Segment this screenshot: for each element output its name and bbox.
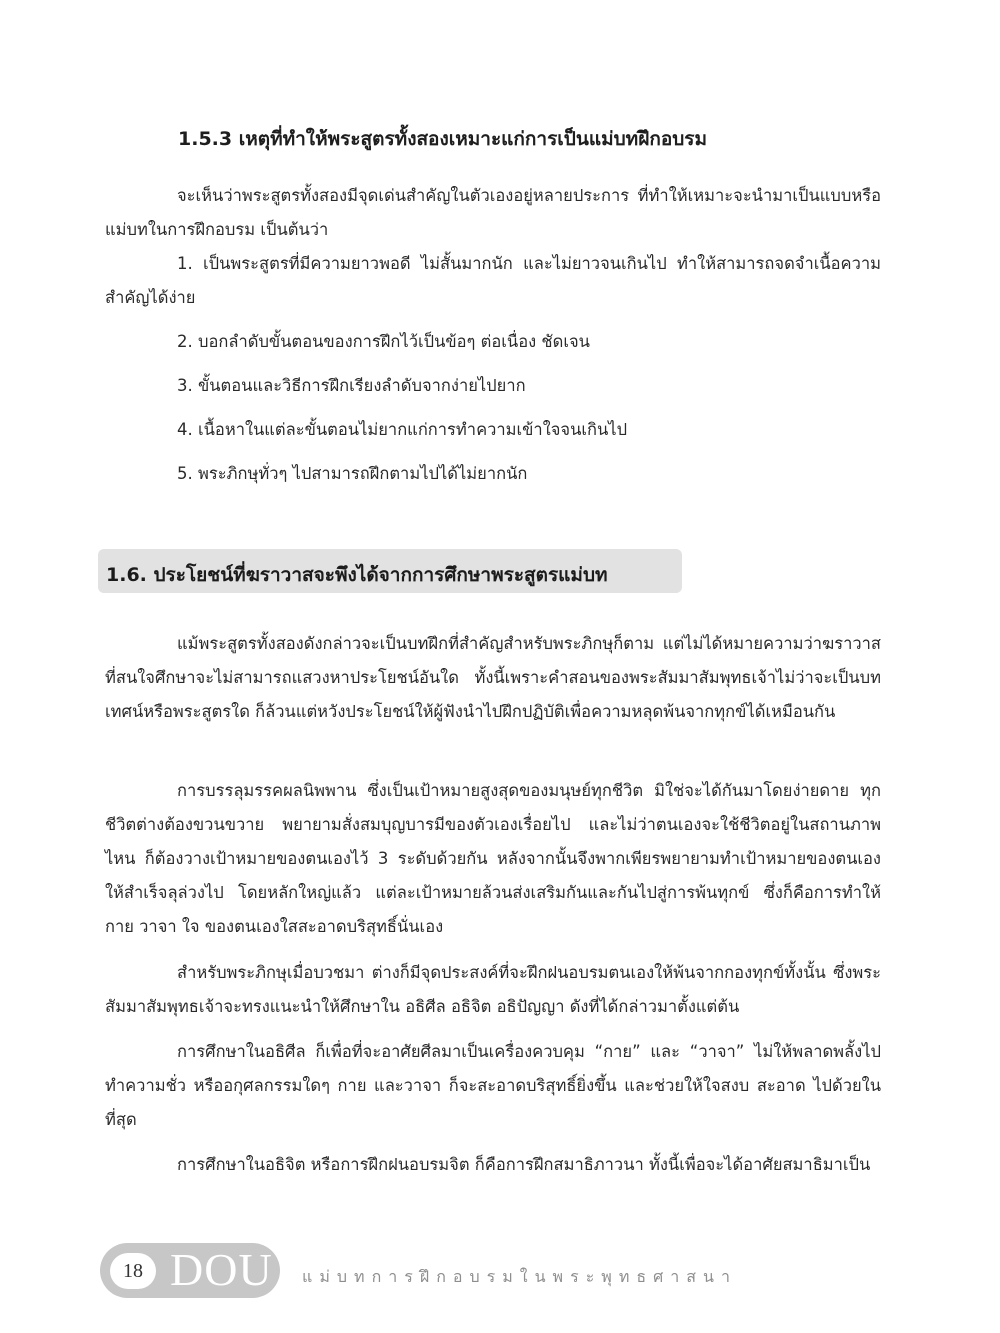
numbered-list [105, 320, 881, 496]
running-footer-title: แม่บทการฝึกอบรมในพระพุทธศาสนา [302, 1267, 737, 1286]
list-item: 2. บอกลำดับขั้นตอนของการฝึกไว้เป็นข้อๆ ต่อเนื่อง ชัดเจน [177, 332, 590, 351]
page-number: 18 [110, 1253, 156, 1289]
section-paragraph: สำหรับพระภิกษุเมื่อบวชมา ต่างก็มีจุดประสงค์ที่จะฝึกฝนอบรมตนเองให้พ้นจากกองทุกข์ทั้งนั้น ซึ่งพระสัมมาสัมพุทธเจ้าจะทรงแนะนำให้ศึกษาใน อธิศีล อธิจิต อธิปัญญา ดังที่ได้กล่าวมาตั้งแต่ต้น [105, 963, 881, 1016]
list-item: 4. เนื้อหาในแต่ละขั้นตอนไม่ยากแก่การทำความเข้าใจจนเกินไป [177, 420, 628, 439]
subsection-heading: 1.5.3 เหตุที่ทำให้พระสูตรทั้งสองเหมาะแก่การเป็นแม่บทฝึกอบรม [178, 128, 708, 150]
list-item: 3. ขั้นตอนและวิธีการฝึกเรียงลำดับจากง่ายไปยาก [177, 376, 526, 395]
section-paragraph: การศึกษาในอธิจิต หรือการฝึกฝนอบรมจิต ก็คือการฝึกสมาธิภาวนา ทั้งนี้เพื่อจะได้อาศัยสมาธิมาเป็น [177, 1155, 871, 1174]
dou-logo: DOU [170, 1244, 273, 1295]
section-paragraph: การศึกษาในอธิศีล ก็เพื่อที่จะอาศัยศีลมาเป็นเครื่องควบคุม “กาย” และ “วาจา” ไม่ให้พลาดพลั้งไปทำความชั่ว หรืออกุศลกรรมใดๆ กาย และวาจา ก็จะสะอาดบริสุทธิ์ยิ่งขึ้น และช่วยให้ใจสงบ สะอาด ไปด้วยในที่สุด [105, 1042, 881, 1129]
subsection-body [105, 179, 881, 496]
section-paragraph: แม้พระสูตรทั้งสองดังกล่าวจะเป็นบทฝึกที่สำคัญสำหรับพระภิกษุก็ตาม แต่ไม่ได้หมายความว่าฆราวาสที่สนใจศึกษาจะไม่สามารถแสวงหาประโยชน์อันใด ทั้งนี้เพราะคำสอนของพระสัมมาสัมพุทธเจ้าไม่ว่าจะเป็นบทเทศน์หรือพระสูตรใด ก็ล้วนแต่หวังประโยชน์ให้ผู้ฟังนำไปฝึกปฏิบัติเพื่อความหลุดพ้นจากทุกข์ได้เหมือนกัน [105, 634, 881, 721]
section-heading: 1.6. ประโยชน์ที่ฆราวาสจะพึงได้จากการศึกษาพระสูตรแม่บท [106, 564, 608, 586]
subsection-intro-paragraph: จะเห็นว่าพระสูตรทั้งสองมีจุดเด่นสำคัญในตัวเองอยู่หลายประการ ที่ทำให้เหมาะจะนำมาเป็นแบบหรือแม่บทในการฝึกอบรม เป็นต้นว่า [105, 186, 881, 239]
list-item: 5. พระภิกษุทั่วๆ ไปสามารถฝึกตามไปได้ไม่ยากนัก [177, 464, 528, 483]
list-item-1: 1. เป็นพระสูตรที่มีความยาวพอดี ไม่สั้นมากนัก และไม่ยาวจนเกินไป ทำให้สามารถจดจำเนื้อความสำคัญได้ง่าย [105, 254, 881, 307]
section-paragraph: การบรรลุมรรคผลนิพพาน ซึ่งเป็นเป้าหมายสูงสุดของมนุษย์ทุกชีวิต มิใช่จะได้กันมาโดยง่ายดาย ทุกชีวิตต่างต้องขวนขวาย พยายามสั่งสมบุญบารมีของตัวเองเรื่อยไป และไม่ว่าตนเองจะใช้ชีวิตอยู่ในสถานภาพไหน ก็ต้องวางเป้าหมายของตนเองไว้ 3 ระดับด้วยกัน หลังจากนั้นจึงพากเพียรพยายามทำเป้าหมายของตนเองให้สำเร็จลุล่วงไป โดยหลักใหญ่แล้ว แต่ละเป้าหมายล้วนส่งเสริมกันและกันไปสู่การพ้นทุกข์ ซึ่งก็คือการทำให้กาย วาจา ใจ ของตนเองใสสะอาดบริสุทธิ์นั่นเอง [105, 781, 881, 936]
